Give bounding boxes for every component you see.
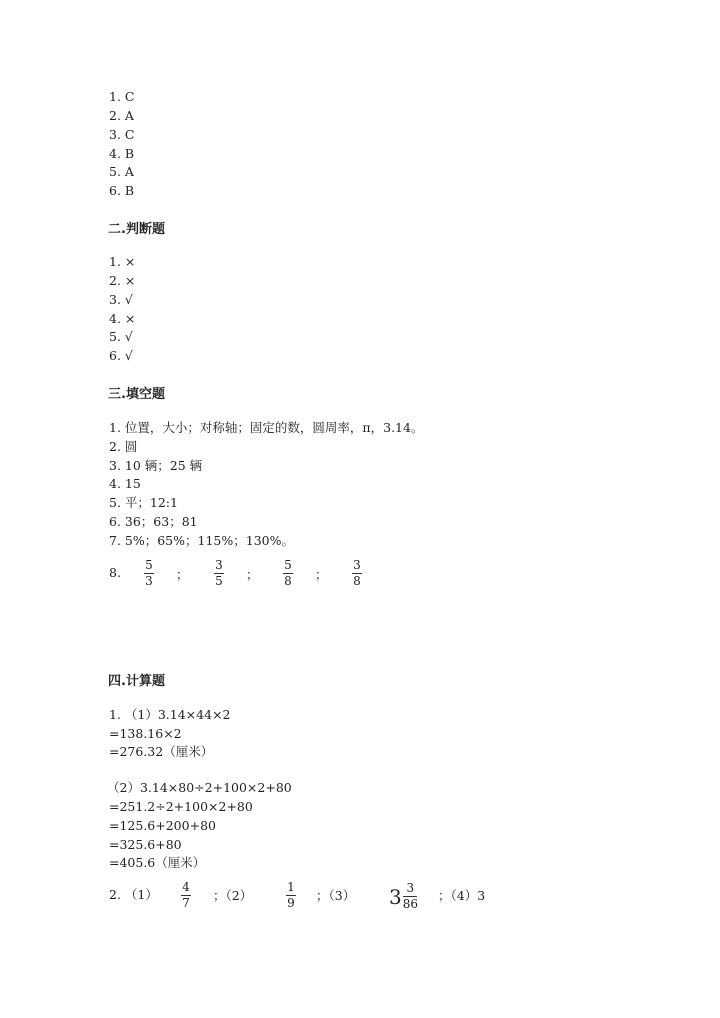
judge-answer-6: 6. √ [109, 348, 133, 363]
section-title-calc: 四.计算题 [108, 674, 165, 689]
section-title-judge: 二.判断题 [108, 222, 165, 237]
fill-answer-5: 5. 平；12:1 [109, 495, 178, 510]
mixed-number-3-3-86 [389, 882, 418, 911]
fraction-3-8 [352, 559, 362, 588]
choice-answer-4: 4. B [109, 146, 135, 161]
fraction-5-8 [283, 559, 293, 588]
fraction-numerator: 3 [353, 558, 361, 572]
calc-q1b-line-5: =405.6（厘米） [109, 855, 206, 870]
fraction-denominator: 8 [353, 574, 361, 588]
fraction-denominator: 8 [284, 574, 292, 588]
section-title-fill: 三.填空题 [108, 387, 165, 402]
choice-answer-3: 3. C [109, 127, 135, 142]
calc-q2-part4: ；（4）3 [438, 888, 486, 903]
separator: ； [176, 567, 189, 582]
calc-q1-line-2: =138.16×2 [109, 726, 182, 741]
judge-answer-4: 4. × [109, 311, 136, 326]
fraction-numerator: 5 [284, 558, 292, 572]
fraction-1-9 [286, 881, 296, 910]
fraction-denominator: 86 [402, 897, 419, 911]
judge-answer-1: 1. × [109, 254, 136, 269]
separator: ； [315, 567, 328, 582]
fill-answer-1: 1. 位置，大小；对称轴；固定的数，圆周率，π，3.14。 [109, 420, 424, 435]
fraction-denominator: 9 [287, 896, 295, 910]
separator: ； [246, 567, 259, 582]
judge-answer-5: 5. √ [109, 329, 133, 344]
choice-answer-5: 5. A [109, 164, 134, 179]
fill-answer-6: 6. 36；63；81 [109, 514, 198, 529]
calc-q1-line-3: =276.32（厘米） [109, 744, 214, 759]
fraction-denominator: 3 [145, 574, 153, 588]
calc-q1b-line-3: =125.6+200+80 [109, 818, 216, 833]
fill-answer-3: 3. 10 辆；25 辆 [109, 458, 203, 473]
fraction-numerator: 3 [406, 881, 415, 895]
calc-q1b-line-2: =251.2÷2+100×2+80 [109, 799, 253, 814]
fill-answer-2: 2. 圆 [109, 439, 138, 454]
fraction-numerator: 4 [182, 880, 190, 894]
mixed-whole: 3 [389, 884, 402, 909]
fraction-denominator: 7 [182, 896, 190, 910]
calc-q2-part2-label: ；（2） [213, 888, 253, 903]
choice-answer-1: 1. C [109, 89, 135, 104]
fraction-3-5 [214, 559, 224, 588]
fill-answer-4: 4. 15 [109, 476, 141, 491]
choice-answer-6: 6. B [109, 183, 135, 198]
judge-answer-3: 3. √ [109, 292, 133, 307]
fraction-numerator: 5 [145, 558, 153, 572]
fraction-numerator: 3 [215, 558, 223, 572]
fill-answer-8-label: 8. [109, 565, 121, 580]
fill-answer-7: 7. 5%；65%；115%；130%。 [109, 533, 294, 548]
fraction-numerator: 1 [287, 880, 295, 894]
calc-q2-part3-label: ；（3） [316, 888, 356, 903]
mixed-fraction [403, 882, 418, 911]
fraction-denominator: 5 [215, 574, 223, 588]
calc-q1-line-1: 1. （1）3.14×44×2 [109, 707, 231, 722]
choice-answer-2: 2. A [109, 108, 134, 123]
fraction-5-3 [144, 559, 154, 588]
calc-q1b-line-1: （2）3.14×80÷2+100×2+80 [107, 780, 292, 795]
calc-q1b-line-4: =325.6+80 [109, 837, 182, 852]
judge-answer-2: 2. × [109, 273, 136, 288]
fraction-4-7 [181, 881, 191, 910]
calc-q2-label: 2. （1） [109, 887, 158, 902]
